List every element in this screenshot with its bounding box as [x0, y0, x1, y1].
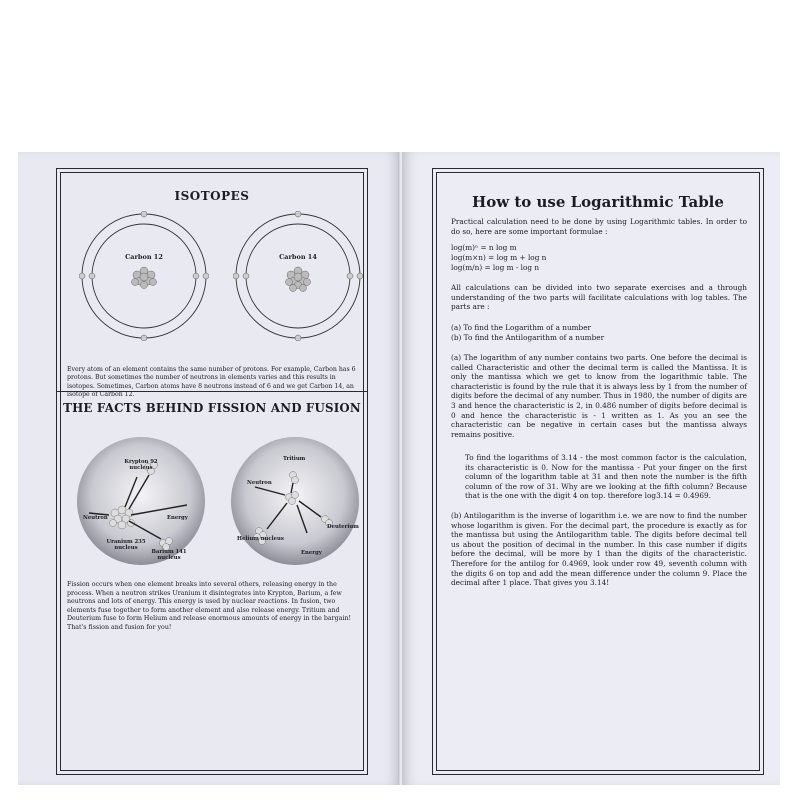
- formula-2: log(m×n) = log m + log n: [451, 253, 547, 262]
- carbon-14-label: Carbon 14: [279, 253, 317, 261]
- fission-fusion-title: THE FACTS BEHIND FISSION AND FUSION: [63, 401, 361, 415]
- logarithm-example-paragraph: To find the logarithms of 3.14 - the most common factor is the calculation, its characteristic is 0. Now for the mantissa - Put your finger on the first column of the logarithm table at 31 and then note the number is the fifth column of the row of 31. Why are we looking at the fifth column? Because that is the one with the digit 4 on top. therefore log3.14 = 0.4969.: [465, 453, 747, 501]
- deuterium-label: Deuterium: [327, 524, 359, 530]
- helium-label: Helium nucleus: [237, 536, 284, 542]
- part-a-label: (a) To find the Logarithm of a number: [451, 323, 592, 332]
- formula-1: log(m)ⁿ = n log m: [451, 243, 517, 252]
- barium-label: Barium 141 nucleus: [151, 549, 187, 561]
- carbon-12-atom-diagram: [79, 211, 209, 341]
- fission-fusion-description: Fission occurs when one element breaks into several others, releasing energy in the process. When a neutron strikes Uranium it disintegrates into Krypton, Barium, a few neutrons and lots of energy. This energy is used by nuclear reactions. In fusion, two elements fuse together to form another element and also release energy. Tritium and Deuterium fuse to form Helium and release enormous amounts of energy in the bargain! That's fission and fusion for you!: [67, 581, 352, 631]
- fusion-energy-label: Energy: [301, 550, 322, 556]
- calculations-paragraph: All calculations can be divided into two separate exercises and a through understanding of the two parts will facilitate calculations with log tables. The parts are :: [451, 283, 747, 312]
- right-page: [402, 152, 780, 785]
- carbon-14-atom-diagram: [233, 211, 363, 341]
- fission-energy-label: Energy: [167, 515, 188, 521]
- krypton-label: Krypton 92 nucleus: [124, 459, 158, 471]
- formula-3: log(m/n) = log m - log n: [451, 263, 540, 272]
- intro-text: Practical calculation need to be done by using Logarithmic tables. In order to do so, here are some important formulae :: [451, 217, 747, 236]
- isotopes-description: Every atom of an element contains the same number of protons. For example, Carbon has 6 protons. But sometimes the number of neutrons in elements varies and this results in isotopes. Sometimes, Carbon atoms have 8 neutrons instead of 6 and we get Carbon 14, an isotope of Carbon 12.: [67, 366, 356, 399]
- open-book: [18, 152, 780, 785]
- logarithm-title: How to use Logarithmic Table: [472, 193, 724, 211]
- isotopes-title: ISOTOPES: [174, 189, 250, 203]
- section-divider: [57, 391, 367, 392]
- tritium-label: Tritium: [283, 456, 306, 462]
- part-b-label: (b) To find the Antilogarithm of a number: [451, 333, 605, 342]
- fission-neutron-label: Neutron: [83, 515, 108, 521]
- carbon-12-label: Carbon 12: [125, 253, 163, 261]
- right-page-frame: [432, 168, 764, 775]
- fusion-neutron-label: Neutron: [247, 480, 272, 486]
- left-page: [18, 152, 400, 785]
- left-page-frame: [56, 168, 368, 775]
- logarithm-paragraph: (a) The logarithm of any number contains two parts. One before the decimal is called Characteristic and other the decimal term is called the Mantissa. It is only the mantissa which we get to know from the logarithmic table. The characteristic is found by the rule that it is always less by 1 from the number of digits before the decimal of any number. Thus in 1980, the number of digits are 3 and hence the characteristic is 2, in 0.486 number of digits before decimal is 0 and hence the characteristic is - 1 written as 1. As you an see the characteristic can be negative in certain cases but the mantissa always remains positive.: [451, 353, 747, 439]
- antilogarithm-paragraph: (b) Antilogarithm is the inverse of logarithm i.e. we are now to find the number whose logarithm is given. For the decimal part, the procedure is exactly as for the mantissa but using the Antilogarithm table. The digits before decimal tell us about the position of decimal in the number. In this case number if digits before the decimal, will be more by 1 than the digits of the characteristic. Therefore for the antilog for 0.4969, look under row 49, seventh column with the digits 6 on top and add the mean difference under the column 9. Place the decimal after 1 place. That gives you 3.14!: [451, 511, 747, 588]
- uranium-label: Uranium 235 nucleus: [106, 539, 146, 551]
